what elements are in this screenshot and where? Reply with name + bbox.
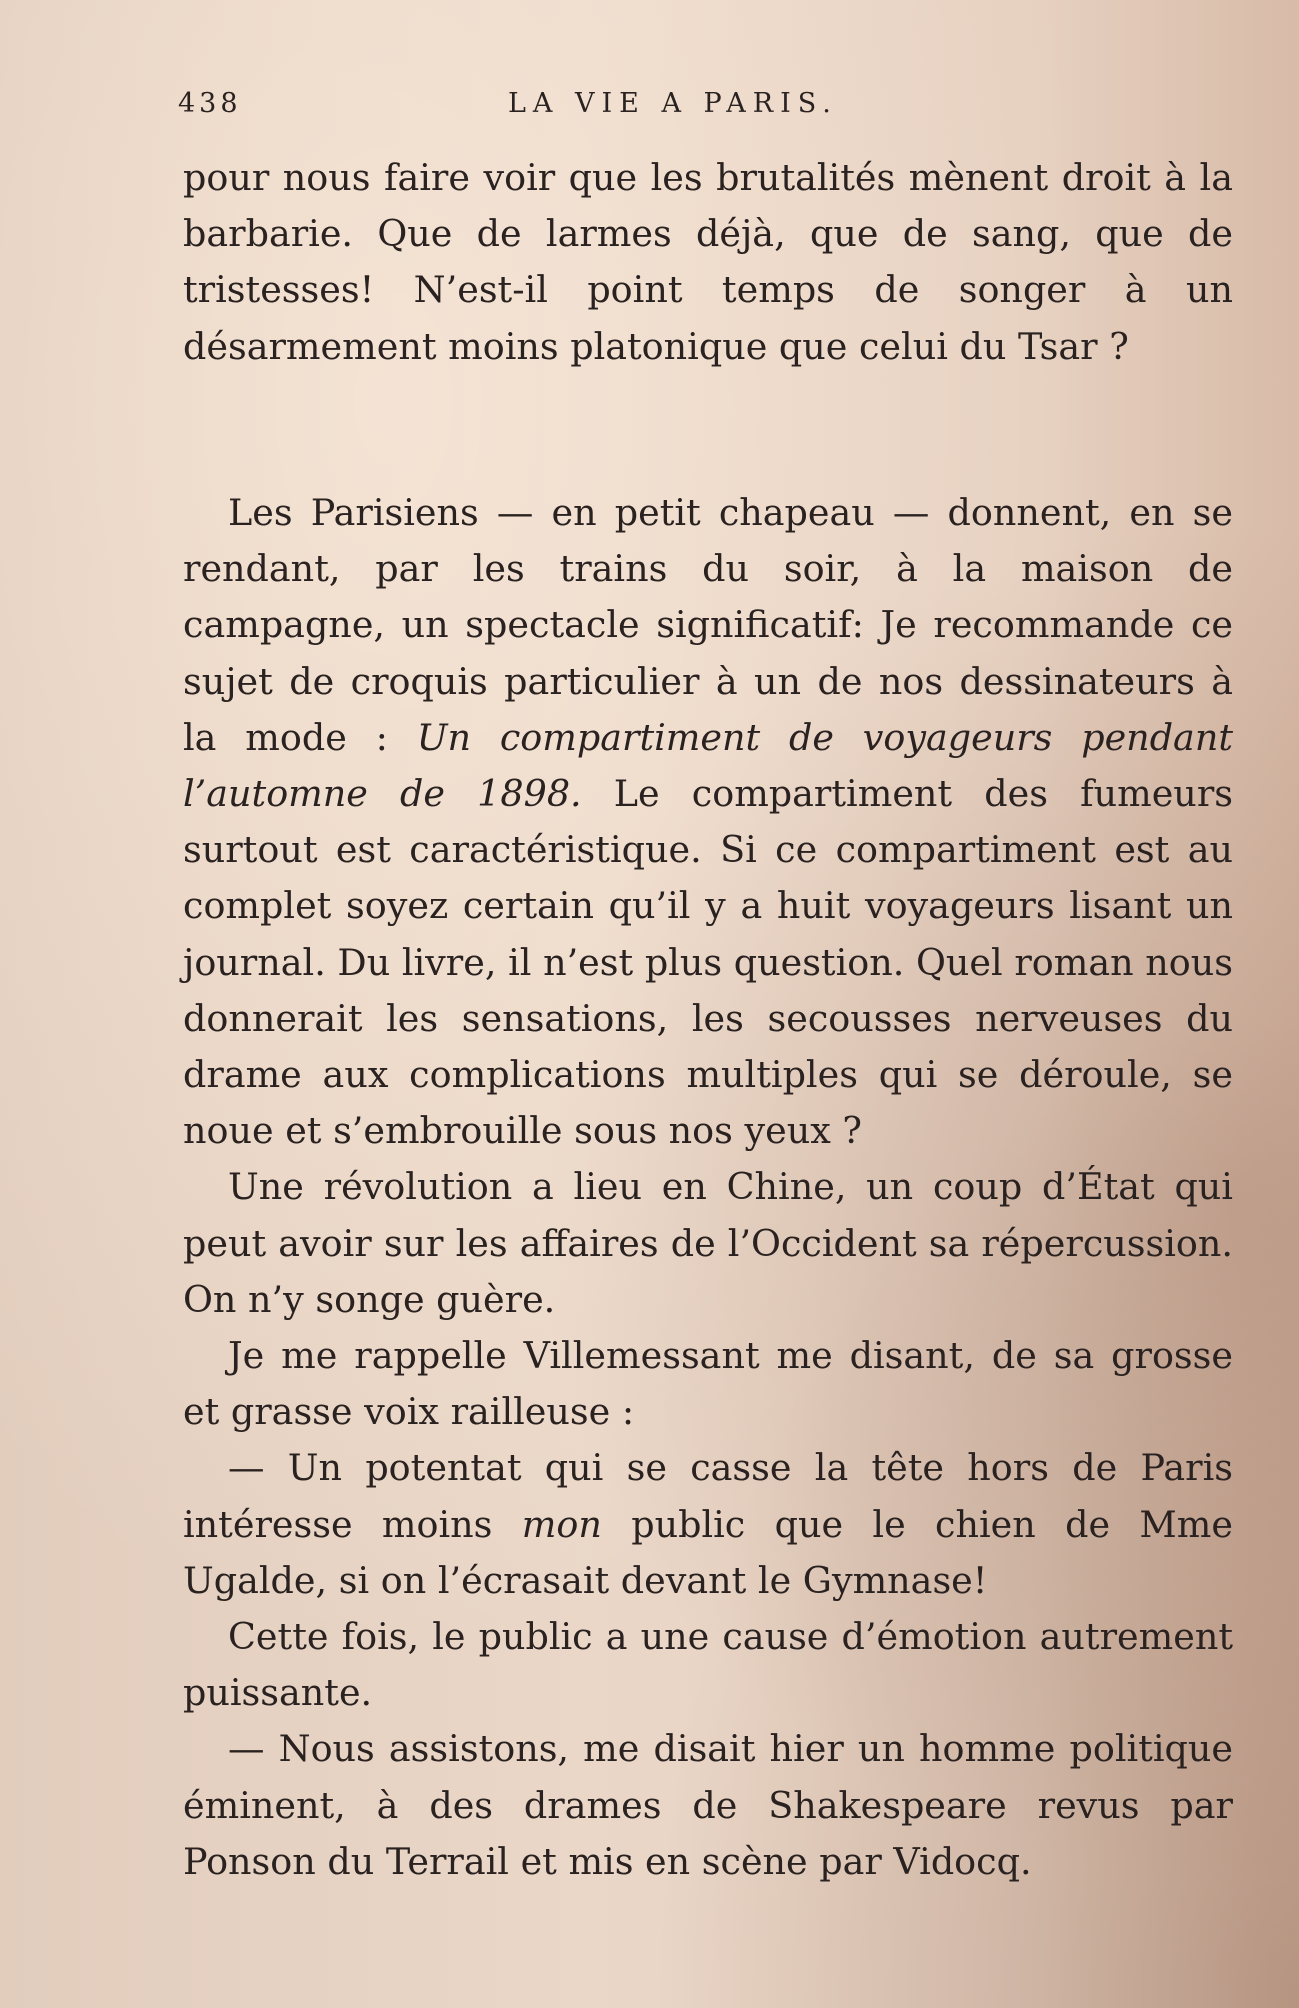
italic-title: Un compartiment de voyageurs pendant l’automne de 1898. bbox=[183, 715, 1233, 816]
paragraph-text: Les Parisiens — en petit chapeau — donnent, en se rendant, par les trains du soir, à la maison de campagne, un spectacle significatif: Je recommande ce sujet de croquis particulier à un de nos dessinateurs à la mode : bbox=[183, 491, 1233, 759]
paragraph-emotion: Cette fois, le public a une cause d’émotion autrement puissante. bbox=[183, 1615, 1233, 1715]
paragraph-continuation: pour nous faire voir que les brutalités mènent droit à la barbarie. Que de larmes déjà, que de sang, que de tristesses! N’est-il point temps de songer à un désarmement moins platonique que celui du Tsar ? bbox=[183, 156, 1233, 368]
paragraph-potentat bbox=[183, 1440, 1233, 1609]
paragraph-parisiens bbox=[183, 485, 1233, 1159]
paragraph-shakespeare: — Nous assistons, me disait hier un homme politique éminent, à des drames de Shakespeare revus par Ponson du Terrail et mis en scène par Vidocq. bbox=[183, 1727, 1233, 1883]
text-block-main bbox=[183, 485, 1233, 1890]
paragraph-text: Le compartiment des fumeurs surtout est caractéristique. Si ce compartiment est au complet soyez certain qu’il y a huit voyageurs lisant un journal. Du livre, il n’est plus question. Quel roman nous donnerait les sensations, les secousses nerveuses du drame aux complications multiples qui se déroule, se noue et s’embrouille sous nos yeux ? bbox=[183, 772, 1233, 1153]
page-header bbox=[178, 88, 1238, 128]
text-block-top bbox=[183, 150, 1233, 375]
italic-word: mon bbox=[521, 1502, 602, 1546]
paragraph-text: — Un potentat qui se casse la tête hors de Paris intéresse moins bbox=[183, 1446, 1233, 1546]
running-title: LA VIE A PARIS. bbox=[508, 88, 838, 119]
paragraph-villemessant: Je me rappelle Villemessant me disant, de sa grosse et grasse voix railleuse : bbox=[183, 1334, 1233, 1434]
paragraph-revolution: Une révolution a lieu en Chine, un coup d’État qui peut avoir sur les affaires de l’Occident sa répercussion. On n’y songe guère. bbox=[183, 1165, 1233, 1321]
paragraph-text: public que le chien de Mme Ugalde, si on l’écrasait devant le Gymnase! bbox=[183, 1502, 1234, 1602]
page-number: 438 bbox=[178, 88, 242, 119]
